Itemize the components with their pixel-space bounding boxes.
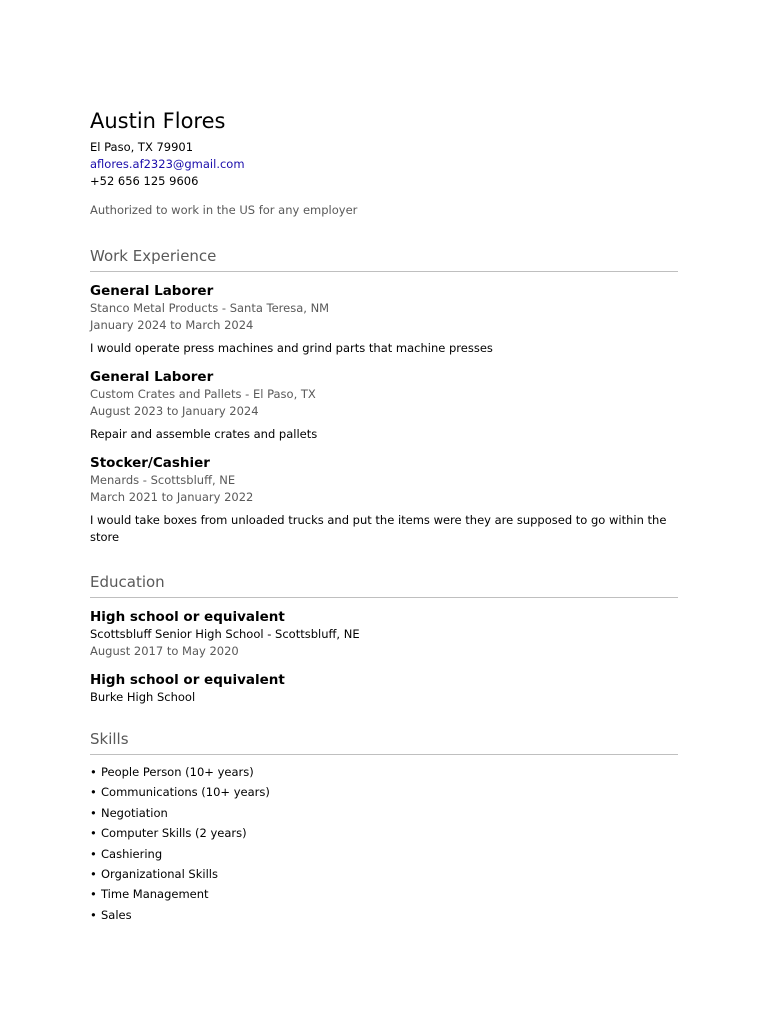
work-authorization-text: Authorized to work in the US for any employer [90,203,358,217]
skill-label: Cashiering [101,846,163,861]
job-title: General Laborer [90,283,214,299]
bullet: • [90,867,97,882]
skill-item [90,844,678,864]
bullet: • [90,907,97,922]
school-name: Scottsbluff Senior High School - Scottsbluff, NE [90,627,360,641]
location-text: El Paso, TX 79901 [90,140,194,154]
separator: - [218,301,230,315]
skill-label: Communications (10+ years) [101,785,270,800]
company-name: Stanco Metal Products [90,301,219,315]
employer-line [90,386,678,403]
company-name: Menards [90,473,140,487]
skill-label: Organizational Skills [101,867,218,882]
skills-heading: Skills [90,729,678,755]
job-location: El Paso, TX [252,387,316,401]
skill-label: Time Management [101,887,209,902]
skill-label: Computer Skills (2 years) [101,826,247,841]
bullet: • [90,805,97,820]
work-entry [90,282,678,357]
bullet: • [90,785,97,800]
school-name: Burke High School [90,690,196,704]
candidate-name: Austin Flores [90,109,226,133]
work-entry [90,454,678,546]
skill-item [90,905,678,925]
skill-item [90,884,678,904]
employer-line [90,472,678,489]
resume-page [90,107,678,925]
skill-label: Negotiation [101,805,168,820]
degree-title: High school or equivalent [90,609,285,625]
job-dates: March 2021 to January 2022 [90,490,254,504]
education-entry [90,608,678,660]
company-name: Custom Crates and Pallets [90,387,242,401]
job-title: Stocker/Cashier [90,455,210,471]
separator: - [241,387,253,401]
job-title: General Laborer [90,369,214,385]
bullet: • [90,846,97,861]
job-description: Repair and assemble crates and pallets [90,427,318,441]
bullet: • [90,826,97,841]
contact-block [90,139,678,190]
job-location: Santa Teresa, NM [229,301,330,315]
education-entry [90,671,678,706]
skill-item [90,782,678,802]
skill-item [90,864,678,884]
work-entry [90,368,678,443]
phone-text: +52 656 125 9606 [90,174,199,188]
work-experience-heading: Work Experience [90,246,678,272]
job-dates: August 2023 to January 2024 [90,404,259,418]
job-dates: January 2024 to March 2024 [90,318,254,332]
employer-line [90,300,678,317]
bullet: • [90,765,97,779]
education-dates: August 2017 to May 2020 [90,644,239,658]
skill-label: People Person (10+ years) [101,765,254,779]
skill-item [90,823,678,843]
job-location: Scottsbluff, NE [150,473,236,487]
education-heading: Education [90,572,678,598]
skill-item [90,762,678,782]
separator: - [139,473,151,487]
skill-label: Sales [101,907,132,922]
bullet: • [90,887,97,902]
job-description: I would operate press machines and grind parts that machine presses [90,341,493,355]
email-link[interactable]: aflores.af2323@gmail.com [90,157,245,171]
degree-title: High school or equivalent [90,672,285,688]
skills-list [90,762,678,925]
job-description: I would take boxes from unloaded trucks and put the items were they are supposed to go within the store [90,513,667,544]
skill-item [90,803,678,823]
